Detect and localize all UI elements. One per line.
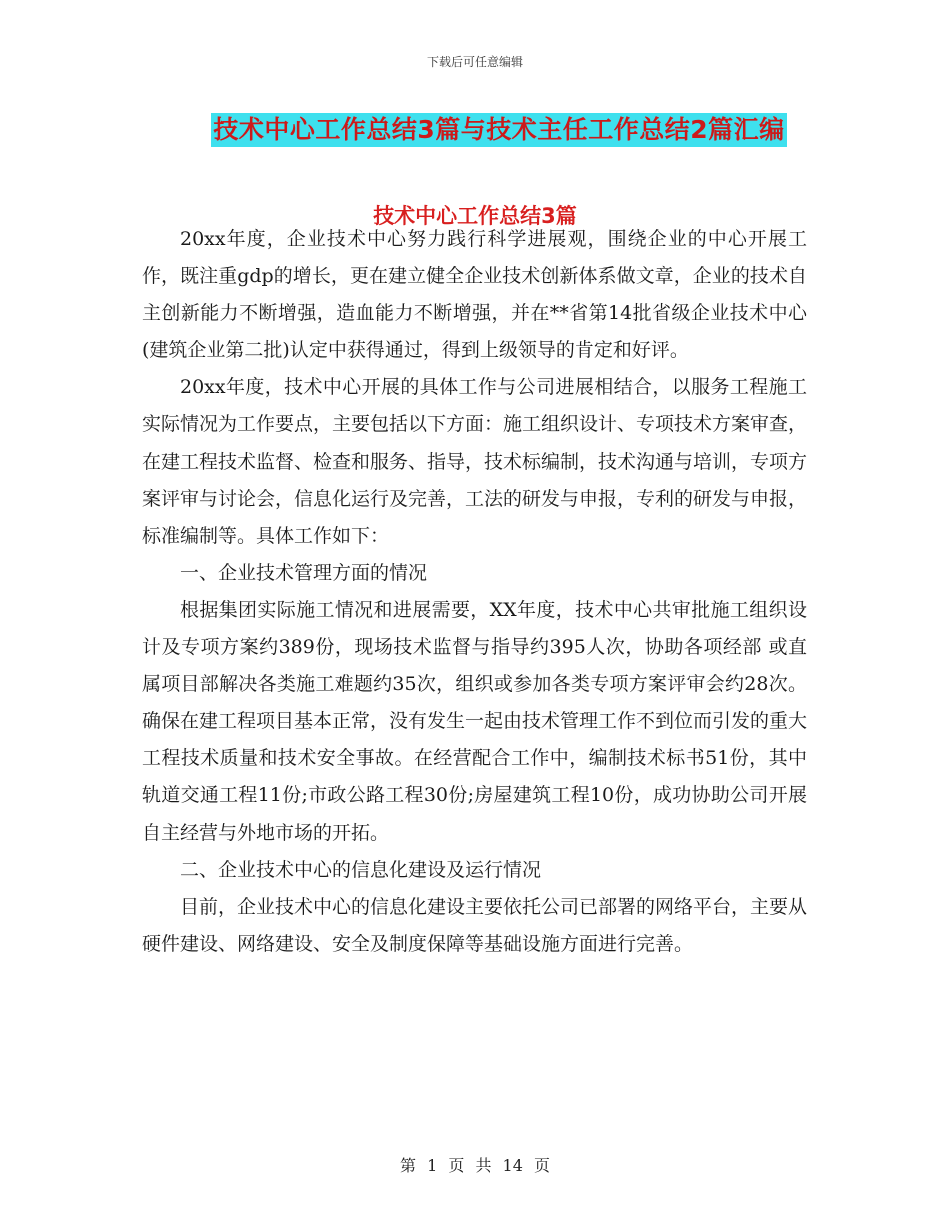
page-footer: 第 1 页 共 14 页 (400, 1156, 550, 1175)
paragraph-technical-management: 根据集团实际施工情况和进展需要，XX年度，技术中心共审批施工组织设计及专项方案约389份，现场技术监督与指导约395人次，协助各项经部 或直属项目部解决各类施工难题约35次，组织或参加各类专项方案评审会约28次。确保在建工程项目基本正常，没有发生一起由技术管理工作不到位而引发的重大工程技术质量和技术安全事故。在经营配合工作中，编制技术标书51份，其中轨道交通工程11份;市政公路工程30份;房屋建筑工程10份，成功协助公司开展自主经营与外地市场的开拓。 (142, 598, 808, 844)
paragraph-intro: 20xx年度，企业技术中心努力践行科学进展观，围绕企业的中心开展工作，既注重gdp的增长，更在建立健全企业技术创新体系做文章，企业的技术自主创新能力不断增强，造血能力不断增强，并在**省第14批省级企业技术中心(建筑企业第二批)认定中获得通过，得到上级领导的肯定和好评。 (142, 228, 807, 362)
body-text (142, 221, 807, 963)
paragraph-informatization: 目前，企业技术中心的信息化建设主要依托公司已部署的网络平台，主要从硬件建设、网络建设、安全及制度保障等基础设施方面进行完善。 (142, 895, 808, 955)
subheading-technical-management: 一、企业技术管理方面的情况 (180, 561, 428, 584)
main-title-wrap (0, 113, 950, 147)
section-title: 技术中心工作总结3篇 (373, 204, 577, 228)
header-note: 下载后可任意编辑 (426, 55, 523, 69)
main-title: 技术中心工作总结3篇与技术主任工作总结2篇汇编 (211, 113, 786, 147)
subheading-informatization: 二、企业技术中心的信息化建设及运行情况 (180, 858, 542, 881)
paragraph-work-overview: 20xx年度，技术中心开展的具体工作与公司进展相结合，以服务工程施工实际情况为工作要点，主要包括以下方面：施工组织设计、专项技术方案审查，在建工程技术监督、检查和服务、指导，技术标编制，技术沟通与培训，专项方案评审与讨论会，信息化运行及完善，工法的研发与申报，专利的研发与申报，标准编制等。具体工作如下： (142, 376, 808, 547)
